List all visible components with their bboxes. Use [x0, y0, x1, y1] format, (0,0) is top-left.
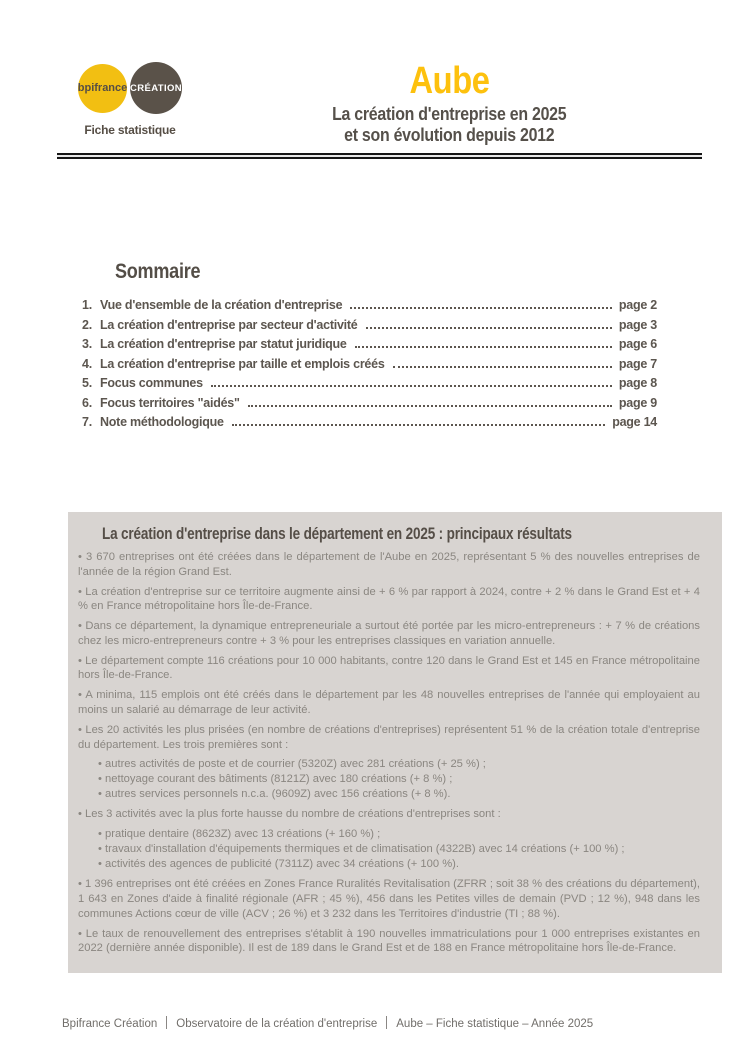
logo-circles [64, 62, 196, 114]
bpifrance-logo-icon [78, 64, 127, 113]
toc-item-5[interactable]: 5. Focus communes page 8 [82, 376, 657, 390]
toc-item-4[interactable]: 4. La création d'entreprise par taille et emplois créés page 7 [82, 356, 657, 371]
toc-list [82, 296, 657, 433]
footer-divider [166, 1016, 167, 1029]
logo-tagline: Fiche statistique [84, 123, 176, 137]
dotted-leader [232, 424, 605, 426]
toc-heading: Sommaire [115, 260, 201, 283]
result-bullet: • Le taux de renouvellement des entreprises s'établit à 190 nouvelles immatriculations pour 1 000 entreprises existantes en 2022 (dernière année disponible). Il est de 189 dans le Grand Est et de 188 en France métropolitaine hors Île-de-France. [78, 927, 700, 955]
result-bullet: • 1 396 entreprises ont été créées en Zones France Ruralités Revitalisation (ZFRR ; soit 38 % des créations du département), 1 643 en Zones d'aide à finalité régionale (AFR ; 45 %), 456 dans les Petites villes de demain (PVD ; 12 %), 948 dans les communes Actions cœur de ville (ACV ; 26 %) et 3 232 dans les Territoires d'industrie (TI ; 88 %). [78, 878, 701, 920]
toc-item-7[interactable]: 7. Note méthodologique page 14 [82, 415, 657, 429]
document-title: Aube [409, 60, 489, 102]
toc-item-2[interactable]: 2. La création d'entreprise par secteur d'activité page 3 [82, 317, 657, 332]
list-item: • autres activités de poste et de courrier (5320Z) avec 281 créations (+ 25 %) ; [98, 758, 486, 771]
result-bullet: • A minima, 115 emplois ont été créés dans le département par les 48 nouvelles entreprises de l'année qui employaient au moins un salarié au démarrage de leur activité. [78, 689, 700, 717]
list-item: • travaux d'installation d'équipements thermiques et de climatisation (4322B) avec 14 créations (+ 100 %) ; [98, 843, 625, 856]
dotted-leader [355, 346, 612, 348]
result-bullet: • Dans ce département, la dynamique entrepreneuriale a surtout été portée par les micro-entrepreneurs : + 7 % de créations chez les micro-entrepreneurs contre + 3 % pour les entreprises classiques en variation annuelle. [78, 620, 700, 647]
page-footer [62, 1016, 710, 1030]
document-subtitle: La création d'entreprise en 2025 et son évolution depuis 2012 [331, 103, 567, 145]
dotted-leader [248, 405, 612, 407]
dotted-leader [350, 307, 612, 309]
page-header [64, 62, 702, 145]
logo-block [64, 62, 196, 145]
result-bullet: • 3 670 entreprises ont été créées dans le département de l'Aube en 2025, représentant 5 % des nouvelles entreprises de l'année de la région Grand Est. [78, 551, 700, 578]
dotted-leader [211, 385, 612, 387]
toc-item-6[interactable]: 6. Focus territoires "aidés" page 9 [82, 395, 657, 410]
list-item: • autres services personnels n.c.a. (9609Z) avec 156 créations (+ 8 %). [98, 788, 451, 801]
results-heading: La création d'entreprise dans le département en 2025 : principaux résultats [102, 525, 572, 543]
creation-logo-icon [130, 62, 182, 114]
title-block [196, 62, 702, 145]
toc-item-3[interactable]: 3. La création d'entreprise par statut juridique page 6 [82, 337, 657, 351]
dotted-leader [393, 366, 612, 368]
list-item: • pratique dentaire (8623Z) avec 13 créations (+ 160 %) ; [98, 828, 381, 841]
footer-doc-info: Aube – Fiche statistique – Année 2025 [396, 1018, 594, 1030]
result-bullet: • Les 3 activités avec la plus forte hausse du nombre de créations d'entreprises sont : [78, 808, 501, 821]
dotted-leader [366, 327, 612, 329]
footer-source: Observatoire de la création d'entreprise [176, 1018, 378, 1030]
key-results-box [68, 512, 722, 973]
header-divider-rule [57, 153, 702, 159]
footer-brand: Bpifrance Création [62, 1018, 158, 1030]
bpifrance-logo-label: bpifrance [77, 82, 128, 94]
rising-activities-list [78, 827, 700, 872]
toc-item-1[interactable]: 1. Vue d'ensemble de la création d'entreprise page 2 [82, 298, 657, 312]
result-bullet: • Les 20 activités les plus prisées (en nombre de créations d'entreprises) représentent 51 % de la création totale d'entreprise du département. Les trois premières sont : [78, 723, 700, 751]
footer-divider [386, 1016, 387, 1029]
creation-logo-label: CRÉATION [129, 82, 183, 94]
top-activities-list [78, 757, 700, 802]
result-bullet: • Le département compte 116 créations pour 10 000 habitants, contre 120 dans le Grand Est et 145 en France métropolitaine hors Île-de-France. [78, 654, 700, 682]
table-of-contents [82, 260, 657, 433]
result-bullet: • La création d'entreprise sur ce territoire augmente ainsi de + 6 % par rapport à 2024, contre + 2 % dans le Grand Est et + 4 % en France métropolitaine hors Île-de-France. [78, 585, 700, 613]
list-item: • nettoyage courant des bâtiments (8121Z) avec 180 créations (+ 8 %) ; [98, 773, 453, 786]
list-item: • activités des agences de publicité (7311Z) avec 34 créations (+ 100 %). [98, 858, 459, 871]
